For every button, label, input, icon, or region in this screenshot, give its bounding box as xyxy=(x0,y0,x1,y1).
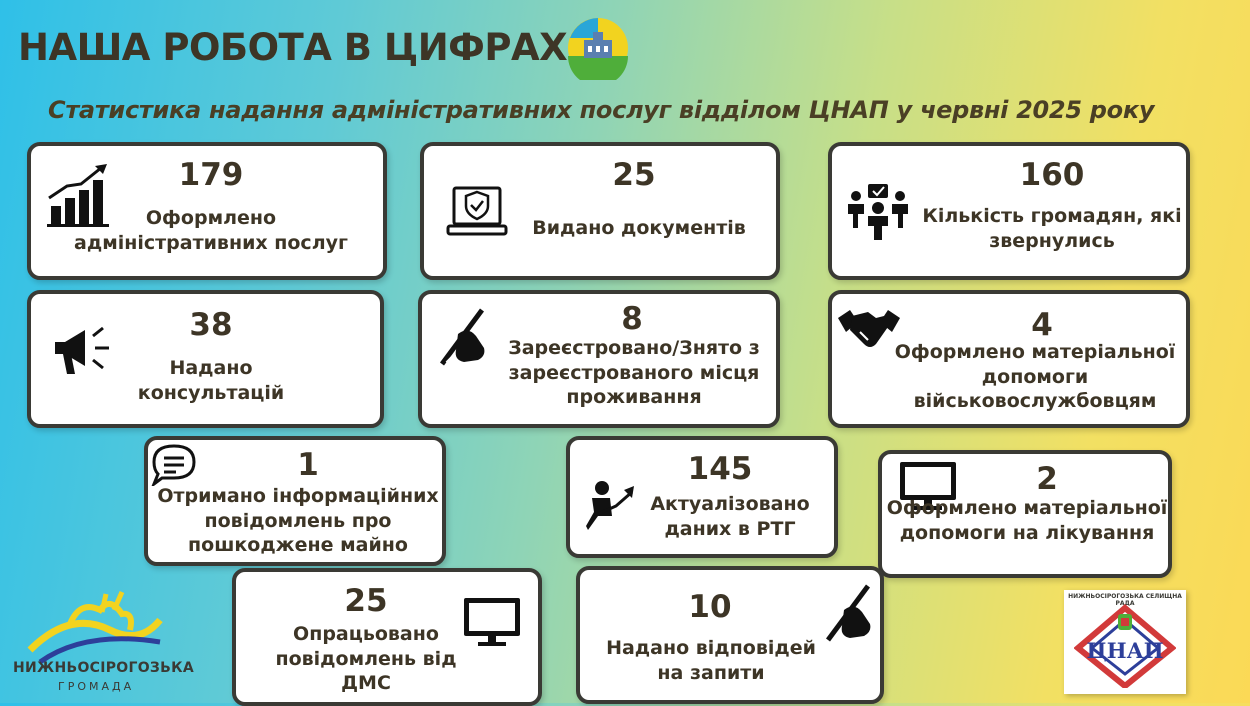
stat-number: 10 xyxy=(688,589,732,625)
stat-number: 1 xyxy=(297,447,319,483)
community-emblem-icon xyxy=(562,16,634,80)
person-arrow-icon xyxy=(584,478,636,532)
stat-number: 8 xyxy=(621,301,643,337)
monitor-icon xyxy=(462,596,522,648)
stat-number: 4 xyxy=(1031,307,1053,343)
people-group-icon xyxy=(846,182,910,240)
stat-card-responses xyxy=(576,566,884,704)
stat-card-military-aid xyxy=(828,290,1190,428)
pen-hand-icon xyxy=(820,580,880,646)
stat-label: Оформлено адміністративних послуг xyxy=(74,207,348,254)
stat-label: Кількість громадян, які звернулись xyxy=(922,205,1182,252)
stat-card-consultations xyxy=(27,290,384,428)
stat-label: Надано відповідей на запити xyxy=(606,637,816,684)
stat-number: 179 xyxy=(178,157,244,193)
stat-card-documents xyxy=(420,142,780,280)
stat-number: 2 xyxy=(1036,461,1058,497)
laptop-shield-icon xyxy=(446,182,508,244)
stat-label: Отримано інформаційних повідомлень про пошкоджене майно xyxy=(157,485,439,557)
stat-number: 38 xyxy=(189,307,233,343)
chat-bubble-icon xyxy=(150,442,198,486)
cnap-logo xyxy=(1064,590,1186,694)
stat-number: 25 xyxy=(344,583,388,619)
stat-label: Опрацьовано повідомлень від ДМС xyxy=(275,623,457,695)
stat-card-dms-messages xyxy=(232,568,542,706)
community-name: НИЖНЬОСІРОГОЗЬКА xyxy=(13,660,195,676)
stat-label: Оформлено матеріальної допомоги на лікування xyxy=(886,497,1168,544)
stat-card-rtg-data xyxy=(566,436,838,558)
stat-label: Оформлено матеріальної допомоги військовослужбовцям xyxy=(894,341,1176,413)
stat-number: 160 xyxy=(1019,157,1085,193)
stat-card-registration xyxy=(418,290,780,428)
stat-card-citizens xyxy=(828,142,1190,280)
megaphone-icon xyxy=(51,324,113,378)
page-title: НАША РОБОТА В ЦИФРАХ xyxy=(18,26,568,69)
stat-card-services xyxy=(27,142,387,280)
stat-label: Видано документів xyxy=(532,217,746,239)
cnap-word: ЦНАП xyxy=(1086,638,1164,663)
stat-label: Надано консультацій xyxy=(137,357,285,404)
stat-card-medical-aid xyxy=(878,450,1172,578)
stat-number: 145 xyxy=(687,451,753,487)
stat-label: Актуалізовано даних в РТГ xyxy=(650,493,810,540)
stat-card-damage-reports xyxy=(144,436,446,566)
stat-number: 25 xyxy=(612,157,656,193)
page-subtitle: Статистика надання адміністративних послуг відділом ЦНАП у червні 2025 року xyxy=(48,96,1155,124)
pen-hand-icon xyxy=(434,304,494,370)
stat-label: Зареєстровано/Знято з зареєстрованого місця проживання xyxy=(508,337,760,409)
community-subtitle: ГРОМАДА xyxy=(58,680,135,693)
cnap-council-name: НИЖНЬОСІРОГОЗЬКА СЕЛИЩНА РАДА xyxy=(1068,593,1182,607)
